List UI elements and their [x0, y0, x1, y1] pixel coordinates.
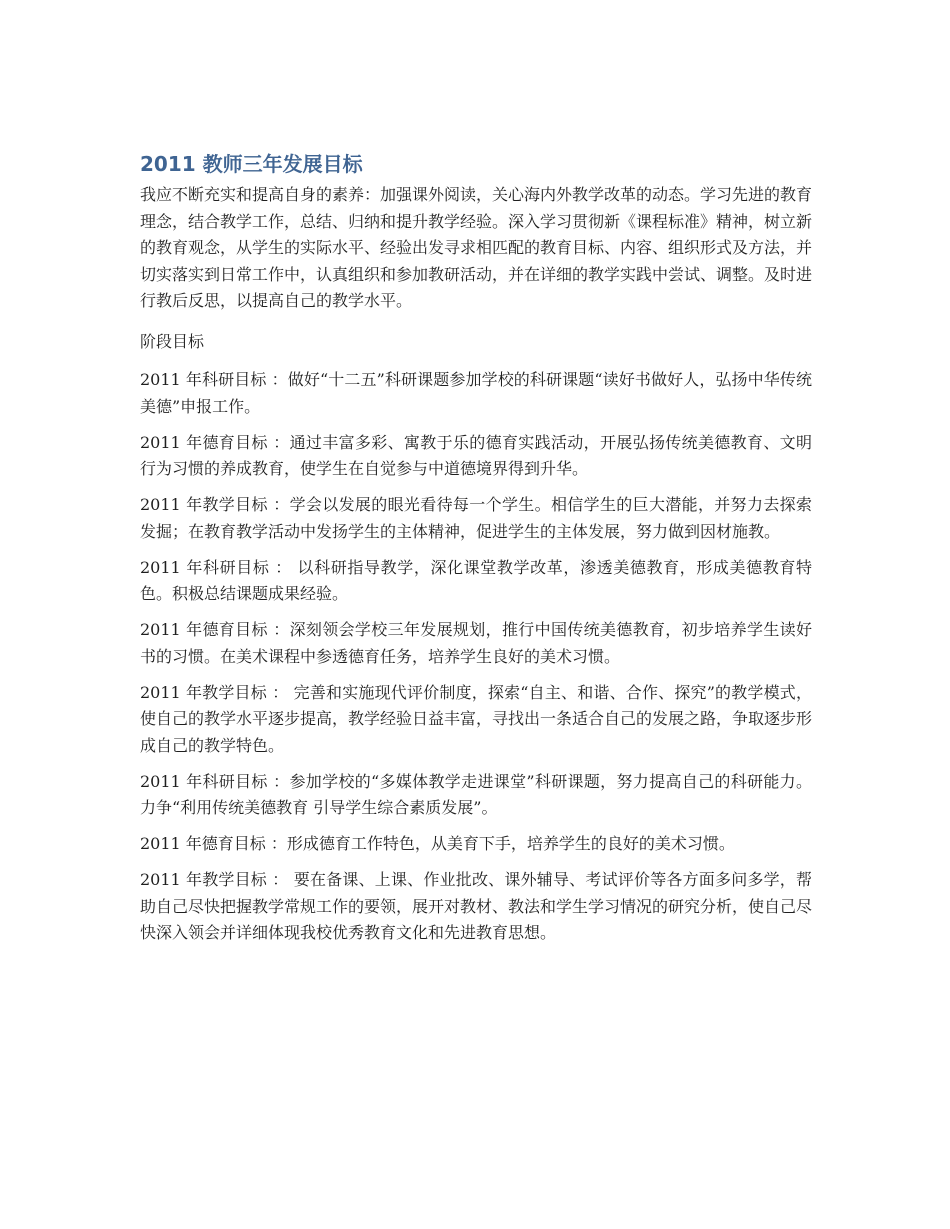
- document-page: [140, 148, 812, 956]
- goal-paragraph-1: 2011 年科研目标 ：做好“十二五”科研课题参加学校的科研课题“读好书做好人，弘扬中华传统美德”申报工作。: [140, 370, 812, 416]
- goal-paragraph-2: 2011 年德育目标 ：通过丰富多彩、寓教于乐的德育实践活动，开展弘扬传统美德教育、文明行为习惯的养成教育，使学生在自觉参与中道德境界得到升华。: [140, 432, 812, 478]
- intro-paragraph: 我应不断充实和提高自身的素养：加强课外阅读，关心海内外教学改革的动态。学习先进的教育理念，结合教学工作，总结、归纳和提升教学经验。深入学习贯彻新《课程标准》精神，树立新的教育观念，从学生的实际水平、经验出发寻求相匹配的教育目标、内容、组织形式及方法，并切实落实到日常工作中，认真组织和参加教研活动，并在详细的教学实践中尝试、调整。及时进行教后反思，以提高自己的教学水平。: [140, 185, 813, 310]
- section-heading: 阶段目标: [140, 331, 205, 351]
- goal-paragraph-3: 2011 年教学目标 ：学会以发展的眼光看待每一个学生。相信学生的巨大潜能，并努力去探索发掘；在教育教学活动中发扬学生的主体精神，促进学生的主体发展，努力做到因材施教。: [140, 495, 812, 541]
- goal-paragraph-5: 2011 年德育目标 ：深刻领会学校三年发展规划，推行中国传统美德教育，初步培养学生读好书的习惯。在美术课程中参透德育任务，培养学生良好的美术习惯。: [140, 620, 812, 666]
- goal-paragraph-6: 2011 年教学目标 ： 完善和实施现代评价制度，探索“自主、和谐、合作、探究”的教学模式，使自己的教学水平逐步提高，教学经验日益丰富，寻找出一条适合自己的发展之路，争取逐步形成自己的教学特色。: [140, 682, 813, 755]
- goal-paragraph-7: 2011 年科研目标 ：参加学校的“多媒体教学走进课堂”科研课题，努力提高自己的科研能力。力争“利用传统美德教育 引导学生综合素质发展”。: [140, 771, 812, 817]
- document-title: 2011 教师三年发展目标: [140, 152, 363, 176]
- goal-paragraph-4: 2011 年科研目标 ： 以科研指导教学，深化课堂教学改革，渗透美德教育，形成美德教育特色。积极总结课题成果经验。: [140, 557, 812, 603]
- goal-paragraph-8: 2011 年德育目标 ：形成德育工作特色，从美育下手，培养学生的良好的美术习惯。: [140, 834, 735, 853]
- goal-paragraph-9: 2011 年教学目标 ： 要在备课、上课、作业批改、课外辅导、考试评价等各方面多问多学，帮助自己尽快把握教学常规工作的要领，展开对教材、教法和学生学习情况的研究分析，使自己尽快深入领会并详细体现我校优秀教育文化和先进教育思想。: [140, 870, 813, 942]
